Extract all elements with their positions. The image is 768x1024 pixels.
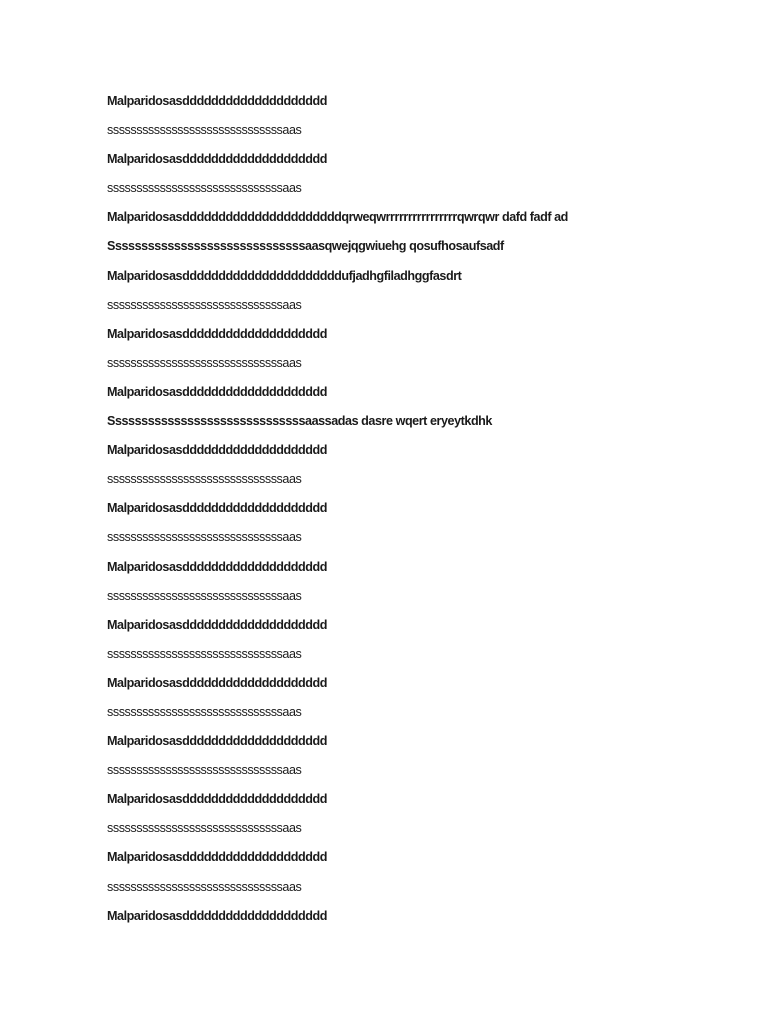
text-line: Malparidosasdddddddddddddddddddd — [107, 792, 327, 807]
text-line: ssssssssssssssssssssssssssssssaas — [107, 297, 302, 312]
text-line: ssssssssssssssssssssssssssssssaas — [107, 646, 302, 661]
text-line: ssssssssssssssssssssssssssssssaas — [107, 355, 302, 370]
text-line: Malparidosasdddddddddddddddddddd — [107, 734, 327, 749]
document-body — [107, 92, 727, 936]
text-line: Malparidosasdddddddddddddddddddd — [107, 850, 327, 865]
text-line: Malparidosasdddddddddddddddddddd — [107, 94, 327, 108]
text-line: Malparidosasdddddddddddddddddddd — [107, 617, 327, 632]
text-line: ssssssssssssssssssssssssssssssaas — [107, 181, 302, 196]
text-line: ssssssssssssssssssssssssssssssaas — [107, 763, 302, 778]
text-line: Malparidosasdddddddddddddddddddd — [107, 675, 327, 690]
text-line: Ssssssssssssssssssssssssssssssaassadas dasre wqert eryeytkdhk — [107, 414, 492, 429]
text-line: ssssssssssssssssssssssssssssssaas — [107, 530, 302, 545]
text-line: Malparidosasdddddddddddddddddddd — [107, 152, 327, 167]
text-line: ssssssssssssssssssssssssssssssaas — [107, 472, 302, 487]
text-line: Malparidosasddddddddddddddddddddddufjadhgfiladhggfasdrt — [107, 268, 462, 283]
text-line: Malparidosasdddddddddddddddddddd — [107, 384, 327, 399]
text-line: ssssssssssssssssssssssssssssssaas — [107, 588, 302, 603]
text-line: ssssssssssssssssssssssssssssssaas — [107, 821, 302, 836]
text-line: Malparidosasdddddddddddddddddddd — [107, 326, 327, 341]
text-line: Malparidosasdddddddddddddddddddd — [107, 908, 327, 923]
text-line: Malparidosasdddddddddddddddddddd — [107, 501, 327, 516]
text-line: Malparidosasdddddddddddddddddddd — [107, 443, 327, 458]
text-line: ssssssssssssssssssssssssssssssaas — [107, 704, 302, 719]
text-line: ssssssssssssssssssssssssssssssaas — [107, 123, 302, 138]
text-line: Ssssssssssssssssssssssssssssssaasqwejqgwiuehg qosufhosaufsadf — [107, 239, 504, 254]
text-line: Malparidosasdddddddddddddddddddd — [107, 559, 327, 574]
text-line: ssssssssssssssssssssssssssssssaas — [107, 879, 302, 894]
text-line: Malparidosasddddddddddddddddddddddqrweqwrrrrrrrrrrrrrrrrqwrqwr dafd fadf ad — [107, 210, 568, 225]
